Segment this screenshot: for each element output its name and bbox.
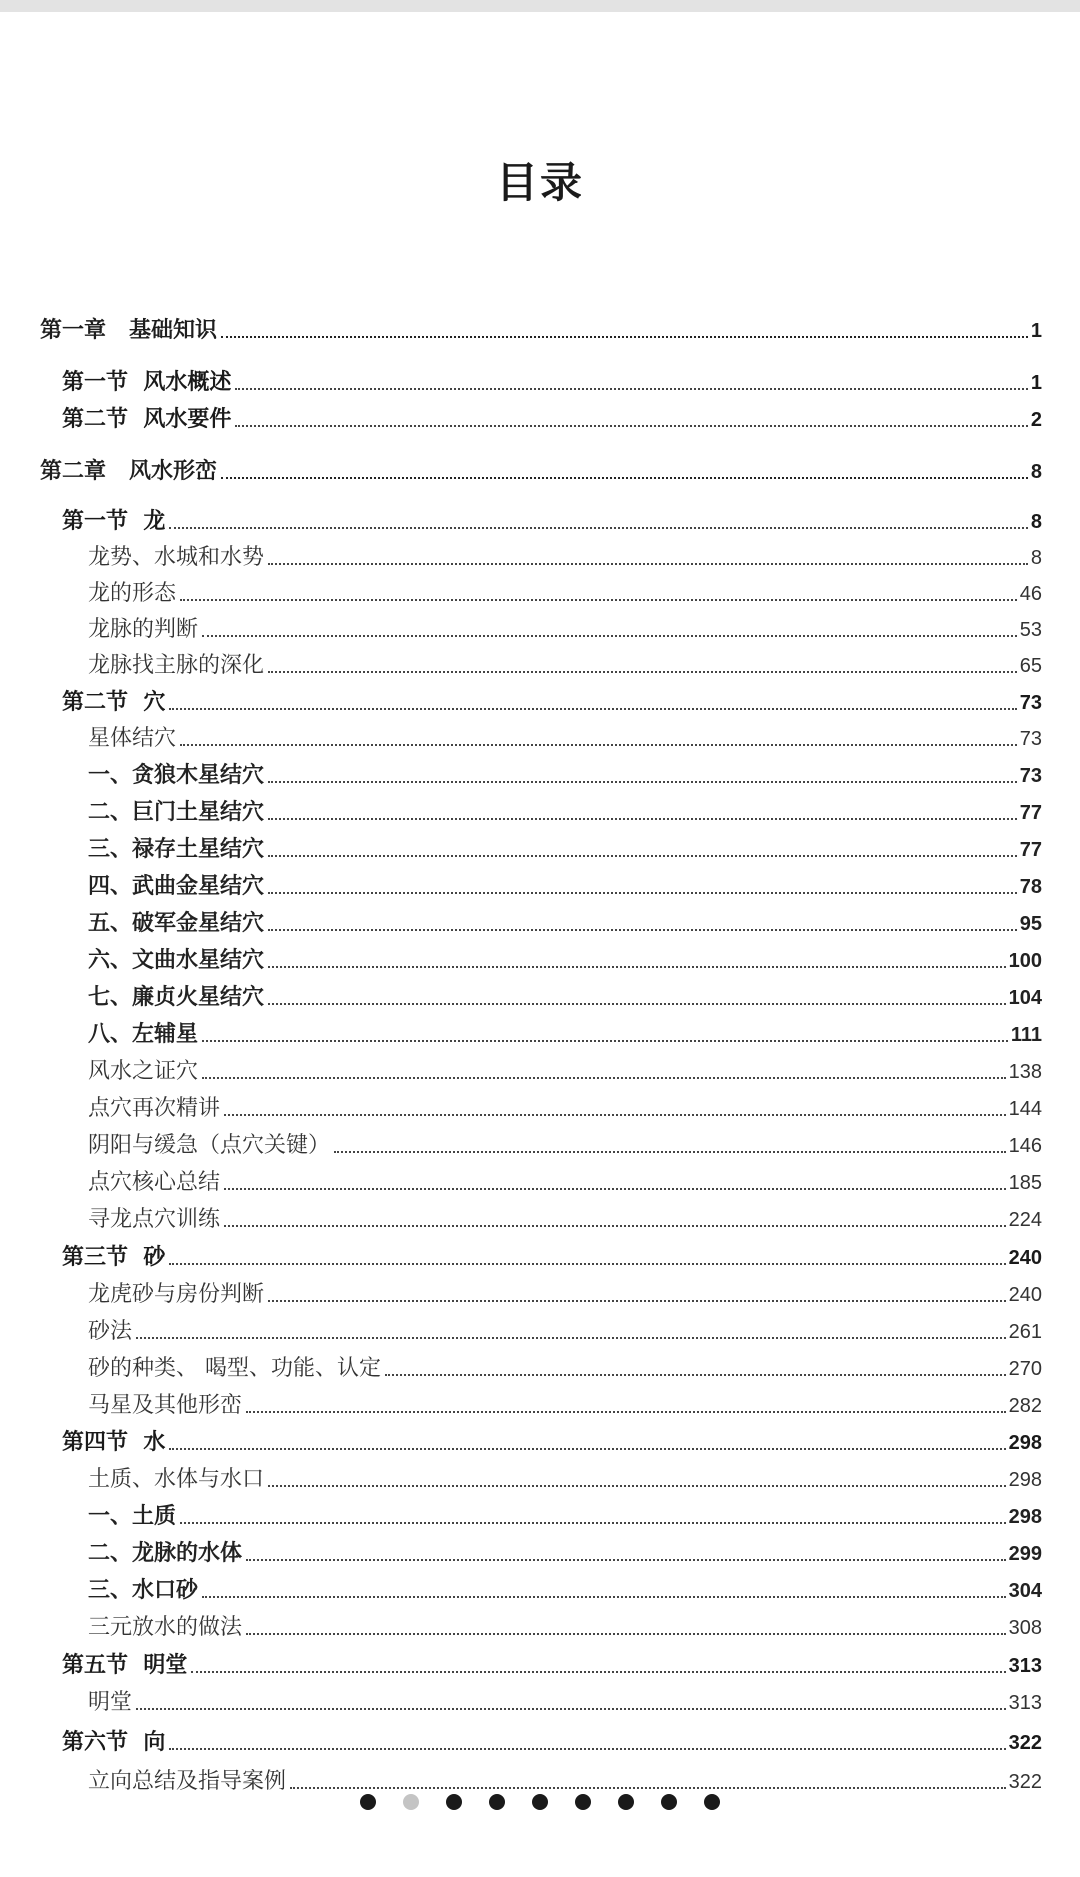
toc-entry-page-number: 322 [1008, 1732, 1042, 1754]
toc-entry-page-number: 298 [1008, 1432, 1042, 1454]
toc-entry-page-number: 144 [1008, 1098, 1042, 1120]
toc-entry-section [62, 503, 1042, 535]
toc-entry-label: 马星及其他形峦 [88, 1393, 243, 1418]
toc-entry-page-number: 1 [1030, 372, 1042, 394]
toc-dot-leader [221, 477, 1028, 479]
toc-entry-item [88, 942, 1042, 974]
toc-entry-item [88, 905, 1042, 937]
toc-dot-leader [246, 1559, 1006, 1561]
toc-entry-chapter [40, 453, 1042, 485]
toc-entry-label: 第一节 风水概述 [62, 370, 232, 395]
toc-dot-leader [268, 929, 1017, 931]
toc-entry-page-number: 77 [1019, 802, 1042, 824]
toc-dot-leader [268, 1003, 1006, 1005]
toc-entry-label: 第四节 水 [62, 1430, 166, 1455]
toc-dot-leader [385, 1374, 1006, 1376]
toc-entry-sub [88, 1387, 1042, 1419]
toc-entry-page-number: 270 [1008, 1358, 1042, 1380]
toc-entry-label: 第五节 明堂 [62, 1653, 188, 1678]
toc-entry-sub [88, 1090, 1042, 1122]
toc-dot-leader [221, 336, 1028, 338]
toc-dot-leader [235, 388, 1028, 390]
toc-entry-page-number: 240 [1008, 1247, 1042, 1269]
toc-entry-page-number: 2 [1030, 409, 1042, 431]
toc-entry-page-number: 8 [1030, 461, 1042, 483]
toc-entry-label: 第一节 龙 [62, 509, 166, 534]
toc-entry-sub [88, 647, 1042, 679]
toc-entry-section [62, 364, 1042, 396]
page-dot-active[interactable] [403, 1794, 419, 1810]
toc-dot-leader [246, 1633, 1006, 1635]
toc-entry-section [62, 1239, 1042, 1271]
toc-entry-label: 龙的形态 [88, 581, 177, 606]
toc-entry-label: 四、武曲金星结穴 [88, 874, 265, 899]
toc-entry-label: 一、土质 [88, 1504, 177, 1529]
toc-entry-label: 龙脉找主脉的深化 [88, 653, 265, 678]
toc-entry-label: 第三节 砂 [62, 1245, 166, 1270]
toc-entry-sub [88, 1461, 1042, 1493]
toc-dot-leader [169, 527, 1028, 529]
toc-entry-label: 三、禄存土星结穴 [88, 837, 265, 862]
toc-entry-page-number: 78 [1019, 876, 1042, 898]
toc-entry-item [88, 979, 1042, 1011]
toc-entry-page-number: 185 [1008, 1172, 1042, 1194]
toc-entry-label: 第六节 向 [62, 1730, 166, 1755]
toc-entry-sub [88, 720, 1042, 752]
toc-entry-label: 三、水口砂 [88, 1578, 199, 1603]
toc-entry-item [88, 1498, 1042, 1530]
toc-dot-leader [224, 1225, 1006, 1227]
toc-entry-page-number: 46 [1019, 583, 1042, 605]
page-dot[interactable] [704, 1794, 720, 1810]
toc-dot-leader [268, 671, 1017, 673]
toc-entry-label: 第二节 穴 [62, 690, 166, 715]
toc-entry-page-number: 111 [1010, 1024, 1042, 1046]
toc-entry-label: 第二节 风水要件 [62, 407, 232, 432]
toc-dot-leader [169, 1748, 1005, 1750]
page-dot[interactable] [618, 1794, 634, 1810]
toc-entry-label: 阴阳与缓急（点穴关键） [88, 1133, 331, 1158]
toc-dot-leader [246, 1411, 1006, 1413]
page-dot[interactable] [661, 1794, 677, 1810]
toc-entry-sub [88, 1313, 1042, 1345]
toc-entry-sub [88, 539, 1042, 571]
toc-entry-section [62, 1424, 1042, 1456]
toc-entry-label: 砂法 [88, 1319, 133, 1344]
toc-entry-label: 明堂 [88, 1690, 133, 1715]
toc-dot-leader [268, 818, 1017, 820]
toc-entry-page-number: 77 [1019, 839, 1042, 861]
toc-entry-label: 龙势、水城和水势 [88, 545, 265, 570]
toc-entry-item [88, 831, 1042, 863]
toc-entry-chapter [40, 312, 1042, 344]
toc-entry-label: 点穴核心总结 [88, 1170, 221, 1195]
toc-dot-leader [202, 1596, 1006, 1598]
toc-dot-leader [169, 1263, 1005, 1265]
toc-entry-section [62, 1724, 1042, 1756]
toc-entry-page-number: 322 [1008, 1771, 1042, 1793]
toc-entry-page-number: 146 [1008, 1135, 1042, 1157]
toc-dot-leader [268, 781, 1017, 783]
toc-entry-label: 一、贪狼木星结穴 [88, 763, 265, 788]
toc-dot-leader [268, 1485, 1006, 1487]
toc-dot-leader [180, 1522, 1006, 1524]
toc-entry-label: 三元放水的做法 [88, 1615, 243, 1640]
toc-entry-label: 二、巨门土星结穴 [88, 800, 265, 825]
toc-entry-page-number: 261 [1008, 1321, 1042, 1343]
toc-entry-page-number: 100 [1008, 950, 1042, 972]
toc-dot-leader [136, 1337, 1006, 1339]
toc-entry-label: 二、龙脉的水体 [88, 1541, 243, 1566]
toc-dot-leader [268, 1300, 1006, 1302]
toc-entry-page-number: 298 [1008, 1469, 1042, 1491]
toc-entry-page-number: 138 [1008, 1061, 1042, 1083]
toc-entry-page-number: 73 [1019, 692, 1042, 714]
toc-entry-label: 龙脉的判断 [88, 617, 199, 642]
toc-entry-sub [88, 1201, 1042, 1233]
toc-entry-page-number: 95 [1019, 913, 1042, 935]
toc-entry-label: 八、左辅星 [88, 1022, 199, 1047]
toc-entry-page-number: 1 [1030, 320, 1042, 342]
toc-entry-label: 风水之证穴 [88, 1059, 199, 1084]
toc-entry-label: 第一章 基础知识 [40, 318, 217, 343]
page-dot[interactable] [532, 1794, 548, 1810]
toc-entry-page-number: 282 [1008, 1395, 1042, 1417]
toc-entry-sub [88, 1127, 1042, 1159]
toc-entry-page-number: 8 [1030, 547, 1042, 569]
toc-entry-page-number: 73 [1019, 728, 1042, 750]
toc-entry-label: 七、廉贞火星结穴 [88, 985, 265, 1010]
toc-entry-sub [88, 1609, 1042, 1641]
toc-entry-label: 龙虎砂与房份判断 [88, 1282, 265, 1307]
toc-dot-leader [180, 599, 1017, 601]
toc-dot-leader [224, 1114, 1006, 1116]
toc-dot-leader [202, 635, 1017, 637]
toc-dot-leader [268, 855, 1017, 857]
toc-entry-label: 星体结穴 [88, 726, 177, 751]
page-dot[interactable] [446, 1794, 462, 1810]
toc-dot-leader [290, 1787, 1006, 1789]
toc-entry-label: 寻龙点穴训练 [88, 1207, 221, 1232]
toc-dot-leader [180, 744, 1017, 746]
toc-entry-label: 土质、水体与水口 [88, 1467, 265, 1492]
toc-entry-item [88, 1535, 1042, 1567]
toc-entry-page-number: 224 [1008, 1209, 1042, 1231]
toc-dot-leader [169, 1448, 1005, 1450]
toc-entry-sub [88, 1164, 1042, 1196]
toc-entry-item [88, 868, 1042, 900]
toc-entry-item [88, 1572, 1042, 1604]
toc-entry-item [88, 757, 1042, 789]
page-title: 目录 [495, 158, 584, 207]
toc-dot-leader [136, 1708, 1006, 1710]
toc-dot-leader [202, 1077, 1006, 1079]
toc-entry-sub [88, 1053, 1042, 1085]
toc-entry-label: 六、文曲水星结穴 [88, 948, 265, 973]
toc-entry-page-number: 313 [1008, 1692, 1042, 1714]
toc-dot-leader [235, 425, 1028, 427]
toc-entry-item [88, 1016, 1042, 1048]
toc-entry-sub [88, 611, 1042, 643]
toc-dot-leader [224, 1188, 1006, 1190]
toc-entry-section [62, 1647, 1042, 1679]
toc-entry-page-number: 8 [1030, 511, 1042, 533]
toc-entry-page-number: 65 [1019, 655, 1042, 677]
toc-entry-page-number: 313 [1008, 1655, 1042, 1677]
page-indicator [0, 1794, 1080, 1818]
toc-entry-label: 第二章 风水形峦 [40, 459, 217, 484]
toc-entry-page-number: 104 [1008, 987, 1042, 1009]
toc-entry-label: 立向总结及指导案例 [88, 1769, 287, 1794]
toc-entry-label: 砂的种类、 喝型、功能、认定 [88, 1356, 381, 1381]
toc-entry-sub [88, 1350, 1042, 1382]
toc-dot-leader [334, 1151, 1006, 1153]
toc-entry-section [62, 401, 1042, 433]
toc-entry-sub [88, 1763, 1042, 1795]
toc-entry-page-number: 53 [1019, 619, 1042, 641]
toc-entry-sub [88, 1276, 1042, 1308]
toc-dot-leader [191, 1671, 1005, 1673]
toc-entry-page-number: 308 [1008, 1617, 1042, 1639]
toc-dot-leader [268, 966, 1006, 968]
toc-dot-leader [202, 1040, 1008, 1042]
toc-entry-item [88, 794, 1042, 826]
page-dot[interactable] [489, 1794, 505, 1810]
toc-entry-section [62, 684, 1042, 716]
toc-entry-page-number: 73 [1019, 765, 1042, 787]
toc-entry-label: 五、破军金星结穴 [88, 911, 265, 936]
toc-entry-page-number: 299 [1008, 1543, 1042, 1565]
toc-dot-leader [169, 708, 1016, 710]
toc-entry-sub [88, 575, 1042, 607]
toc-entry-label: 点穴再次精讲 [88, 1096, 221, 1121]
toc-entry-page-number: 240 [1008, 1284, 1042, 1306]
toc-dot-leader [268, 892, 1017, 894]
toc-dot-leader [268, 563, 1028, 565]
toc-entry-page-number: 298 [1008, 1506, 1042, 1528]
page-dot[interactable] [360, 1794, 376, 1810]
toc-entry-sub [88, 1684, 1042, 1716]
page-dot[interactable] [575, 1794, 591, 1810]
toc-entry-page-number: 304 [1008, 1580, 1042, 1602]
